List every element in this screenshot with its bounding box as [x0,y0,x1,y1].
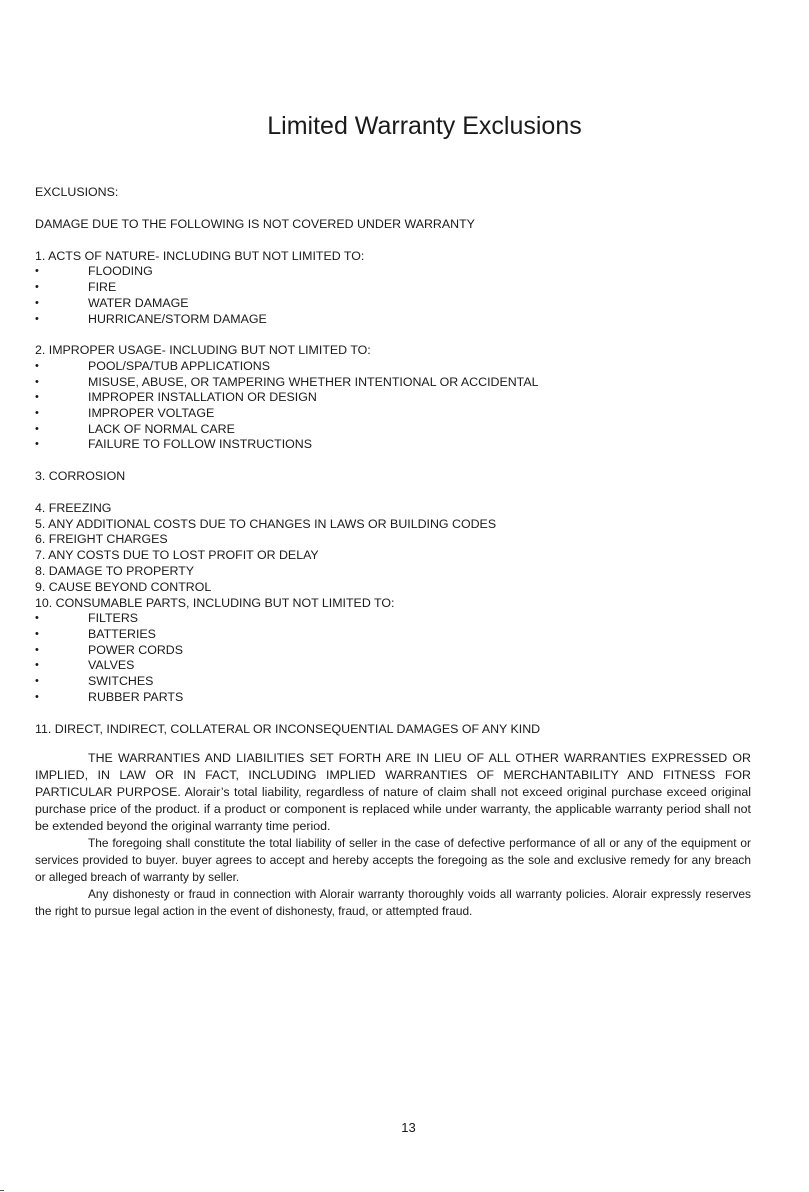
bullet-icon: • [35,360,39,372]
bullet-icon: • [35,628,39,640]
numbered-item: 7. ANY COSTS DUE TO LOST PROFIT OR DELAY [35,548,319,562]
bullet-icon: • [35,423,39,435]
list-item: FIRE [88,280,117,294]
list-item: FLOODING [88,264,153,278]
list-item: RUBBER PARTS [88,690,184,704]
list-item: SWITCHES [88,674,154,688]
section-heading-corrosion: 3. CORROSION [35,469,126,483]
bullet-icon: • [35,265,39,277]
list-item: VALVES [88,658,135,672]
bullet-icon: • [35,313,39,325]
section-heading-acts-of-nature: 1. ACTS OF NATURE- INCLUDING BUT NOT LIMITED TO: [35,249,365,263]
numbered-item: 6. FREIGHT CHARGES [35,532,168,546]
page-number: 13 [401,1120,416,1135]
bullet-icon: • [35,612,39,624]
bullet-icon: • [35,691,39,703]
list-item: BATTERIES [88,627,156,641]
corner-mark [0,1190,4,1191]
list-item: FAILURE TO FOLLOW INSTRUCTIONS [88,437,312,451]
numbered-item: 4. FREEZING [35,501,112,515]
list-item: POOL/SPA/TUB APPLICATIONS [88,359,271,373]
list-item: LACK OF NORMAL CARE [88,422,235,436]
bullet-icon: • [35,281,39,293]
list-item: IMPROPER INSTALLATION OR DESIGN [88,390,317,404]
bullet-icon: • [35,407,39,419]
section-heading-damages: 11. DIRECT, INDIRECT, COLLATERAL OR INCONSEQUENTIAL DAMAGES OF ANY KIND [35,722,541,736]
bullet-icon: • [35,297,39,309]
list-item: MISUSE, ABUSE, OR TAMPERING WHETHER INTENTIONAL OR ACCIDENTAL [88,375,539,389]
list-item: IMPROPER VOLTAGE [88,406,215,420]
list-item: POWER CORDS [88,643,183,657]
liability-paragraph: The foregoing shall constitute the total liability of seller in the case of defective performance of all or any of the equipment or services provided to buyer. buyer agrees to accept and hereby accepts the foregoing as the sole and exclusive remedy for any breach or alleged breach of warranty by seller. [35,836,751,884]
numbered-item: 5. ANY ADDITIONAL COSTS DUE TO CHANGES IN LAWS OR BUILDING CODES [35,517,497,531]
list-item: FILTERS [88,611,139,625]
warranty-disclaimer-paragraph: THE WARRANTIES AND LIABILITIES SET FORTH ARE IN LIEU OF ALL OTHER WARRANTIES EXPRESSED OR IMPLIED, IN LAW OR IN FACT, INCLUDING IMPLIED WARRANTIES OF MERCHANTABILITY AND FITNESS FOR PARTICULAR PURPOSE. Alorair’s total liability, regardless of nature of claim shall not exceed original purchase exceed original purchase price of the product. if a product or component is replaced while under warranty, the applicable warranty period shall not be extended beyond the original warranty time period. [35,751,751,833]
bullet-icon: • [35,376,39,388]
section-heading-improper-usage: 2. IMPROPER USAGE- INCLUDING BUT NOT LIMITED TO: [35,343,371,357]
numbered-item: 8. DAMAGE TO PROPERTY [35,564,195,578]
bullet-icon: • [35,391,39,403]
exclusions-heading: EXCLUSIONS: [35,185,119,199]
bullet-icon: • [35,644,39,656]
fraud-paragraph: Any dishonesty or fraud in connection with Alorair warranty thoroughly voids all warranty policies. Alorair expressly reserves the right to pursue legal action in the event of dishonesty, fraud, or attempted fraud. [35,887,751,918]
bullet-icon: • [35,675,39,687]
list-item: HURRICANE/STORM DAMAGE [88,312,267,326]
section-heading-consumables: 10. CONSUMABLE PARTS, INCLUDING BUT NOT LIMITED TO: [35,596,395,610]
intro-line: DAMAGE DUE TO THE FOLLOWING IS NOT COVERED UNDER WARRANTY [35,217,475,231]
bullet-icon: • [35,438,39,450]
page-title: Limited Warranty Exclusions [267,112,582,140]
list-item: WATER DAMAGE [88,296,189,310]
bullet-icon: • [35,659,39,671]
numbered-item: 9. CAUSE BEYOND CONTROL [35,580,212,594]
